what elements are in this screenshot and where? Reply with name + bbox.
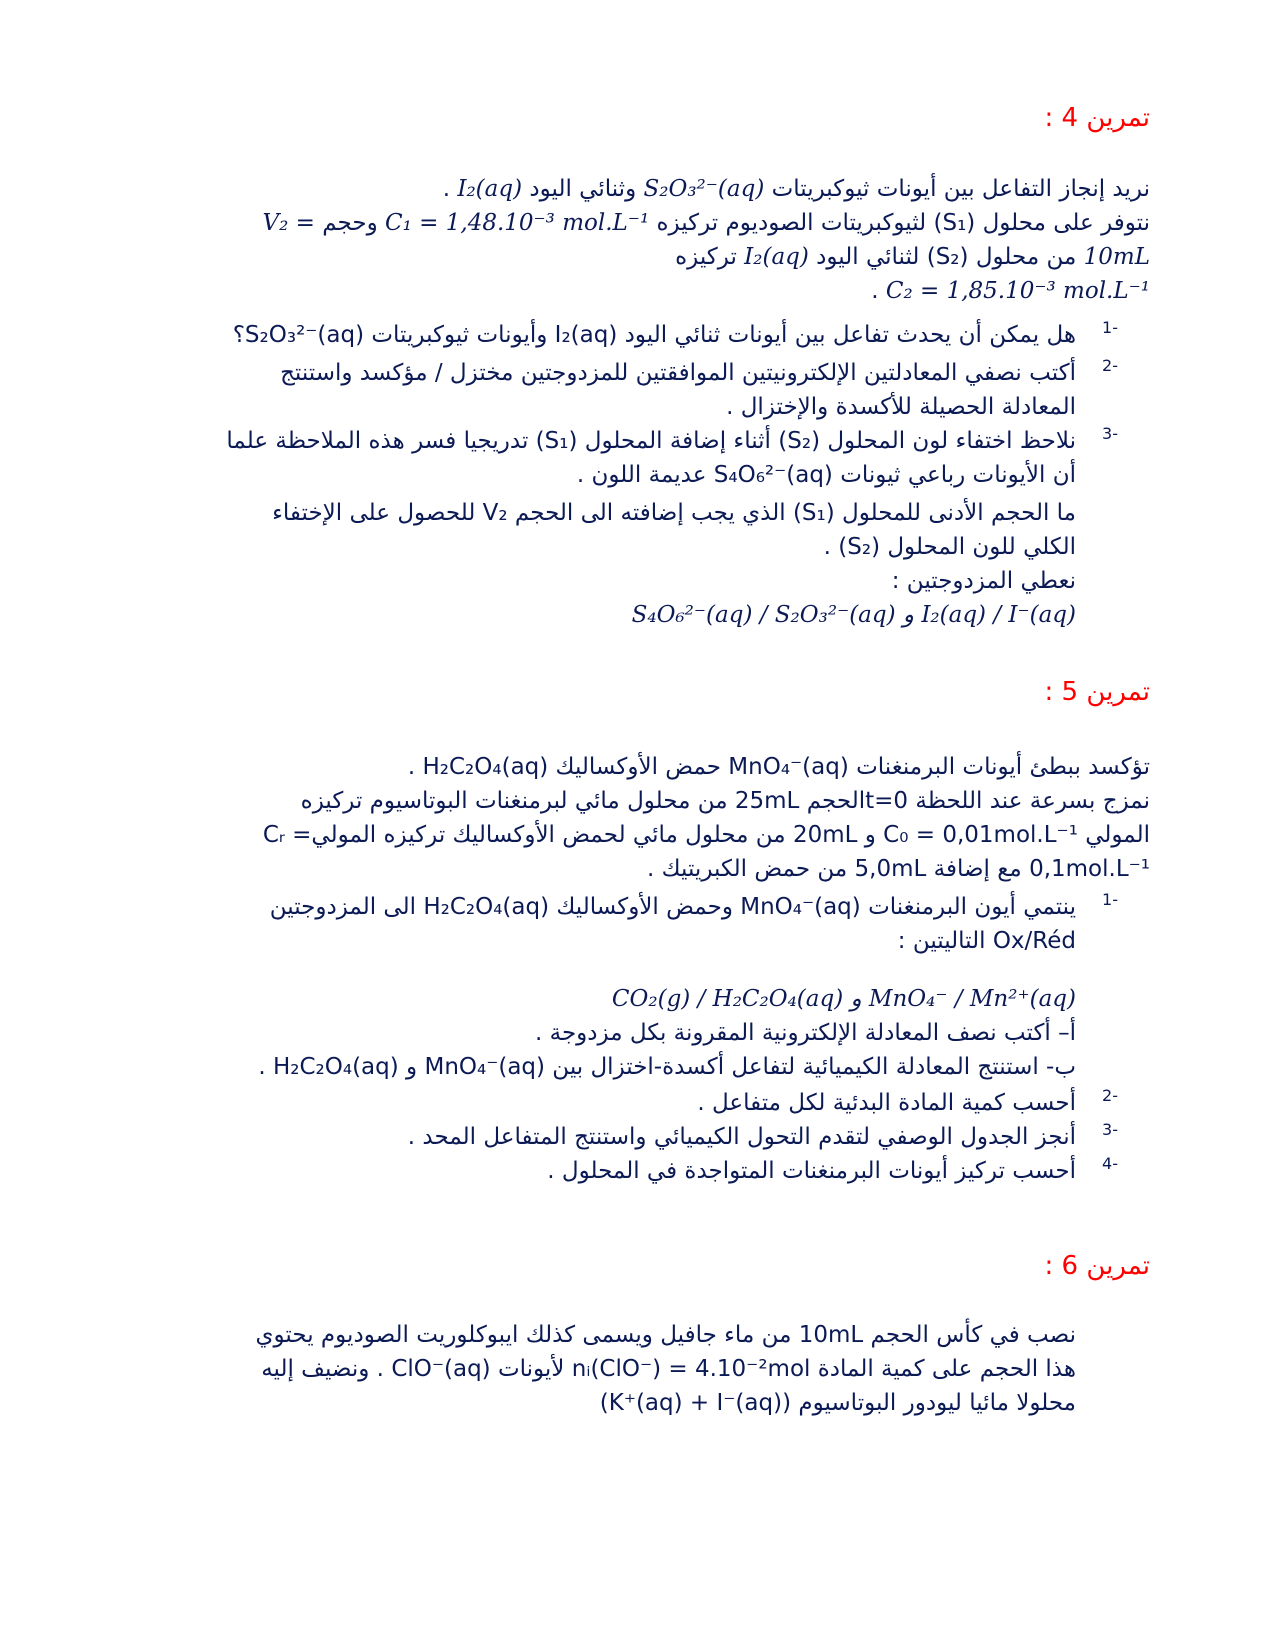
question-text: هل يمكن أن يحدث تفاعل بين أيونات ثنائي اليود I₂(aq) وأيونات ثيوكبريتات S₂O₃²⁻(aq)؟ bbox=[232, 322, 1076, 348]
question-1 bbox=[70, 318, 1150, 352]
c2-value: C₂ = 1,85.10⁻³ mol.L⁻¹ bbox=[885, 278, 1150, 304]
question-text: أنجز الجدول الوصفي لتقدم التحول الكيميائي واستنتج المتفاعل المحد . bbox=[407, 1124, 1076, 1150]
given-couples-label: نعطي المزدوجتين : bbox=[891, 568, 1076, 594]
redox-couples: S₄O₆²⁻(aq) / S₂O₃²⁻(aq) و I₂(aq) / I⁻(aq) bbox=[631, 602, 1076, 628]
intro-and: وثنائي اليود bbox=[529, 176, 637, 202]
exercise-5-title: تمرين 5 : bbox=[1044, 677, 1150, 707]
intro-line: نصب في كأس الحجم 10mL من ماء جافيل ويسمى كذلك ايبوكلوريت الصوديوم يحتوي bbox=[255, 1322, 1076, 1348]
s2-text: من محلول (S₂) لثنائي اليود bbox=[816, 244, 1077, 270]
thiosulfate-formula: S₂O₃²⁻(aq) bbox=[643, 176, 765, 202]
exercise-6-title: تمرين 6 : bbox=[1044, 1251, 1150, 1281]
exercise-4-questions bbox=[70, 318, 1150, 632]
question-text: أكتب نصفي المعادلتين الإلكترونيتين الموافقتين للمزدوجتين مختزل / مؤكسد واستنتج bbox=[280, 360, 1076, 386]
question-text-cont: أن الأيونات رباعي ثيونات S₄O₆²⁻(aq) عديمة اللون . bbox=[576, 462, 1076, 488]
iodine-formula: I₂(aq) bbox=[457, 176, 523, 202]
intro-line: 0,1mol.L⁻¹ مع إضافة 5,0mL من حمض الكبريتيك . bbox=[647, 856, 1150, 882]
question-number: -3 bbox=[1102, 424, 1118, 443]
volume-word: وحجم bbox=[322, 210, 378, 236]
exercise-4 bbox=[70, 101, 1150, 135]
exercise-5-questions bbox=[70, 890, 1150, 1188]
intro-line: هذا الحجم على كمية المادة nᵢ(ClO⁻) = 4.10⁻²mol لأيونات ClO⁻(aq) . ونضيف إليه bbox=[261, 1356, 1076, 1382]
question-4 bbox=[70, 1154, 1150, 1188]
v2-label: V₂ = bbox=[262, 210, 315, 236]
question-text-cont: الكلي للون المحلول (S₂) . bbox=[823, 534, 1076, 560]
solution-s1-line bbox=[70, 206, 1150, 240]
sub-question-b: ب- استنتج المعادلة الكيميائية لتفاعل أكسدة-اختزال بين MnO₄⁻(aq) و H₂C₂O₄(aq) . bbox=[258, 1054, 1076, 1080]
intro-line: المولي C₀ = 0,01mol.L⁻¹ و 20mL من محلول مائي لحمض الأوكساليك تركيزه المولي= Cᵣ bbox=[262, 822, 1150, 848]
c2-line: C₂ = 1,85.10⁻³ mol.L⁻¹ . bbox=[871, 278, 1150, 304]
iodine-formula-2: I₂(aq) bbox=[744, 244, 809, 270]
c1-value: C₁ = 1,48.10⁻³ mol.L⁻¹ bbox=[385, 210, 650, 236]
intro-line bbox=[70, 172, 1150, 206]
exercise-5-intro bbox=[70, 750, 1150, 886]
question-number: -2 bbox=[1102, 356, 1118, 375]
redox-couples: CO₂(g) / H₂C₂O₄(aq) و MnO₄⁻ / Mn²⁺(aq) bbox=[611, 986, 1076, 1012]
intro-text: نريد إنجاز التفاعل بين أيونات ثيوكبريتات bbox=[771, 176, 1150, 202]
exercise-4-title: تمرين 4 : bbox=[1044, 103, 1150, 133]
exercise-6 bbox=[70, 1249, 1150, 1283]
intro-line: محلولا مائيا ليودور البوتاسيوم (K⁺(aq) + I⁻(aq)) bbox=[599, 1390, 1076, 1416]
intro-end: . bbox=[442, 176, 451, 202]
question-number: -1 bbox=[1102, 890, 1118, 909]
question-number: -1 bbox=[1102, 318, 1118, 337]
question-text: نلاحظ اختفاء لون المحلول (S₂) أثناء إضافة المحلول (S₁) تدريجيا فسر هذه الملاحظة علما bbox=[226, 428, 1076, 454]
s1-text: نتوفر على محلول (S₁) لثيوكبريتات الصوديوم تركيزه bbox=[656, 210, 1150, 236]
question-text-cont: المعادلة الحصيلة للأكسدة والإختزال . bbox=[726, 394, 1076, 420]
question-2 bbox=[70, 356, 1150, 424]
exercise-4-intro bbox=[70, 172, 1150, 308]
question-3 bbox=[70, 424, 1150, 632]
intro-line: تؤكسد ببطئ أيونات البرمنغنات MnO₄⁻(aq) حمض الأوكساليك H₂C₂O₄(aq) . bbox=[407, 754, 1150, 780]
question-1 bbox=[70, 890, 1150, 1084]
intro-line: نمزج بسرعة عند اللحظة t=0الحجم 25mL من محلول مائي لبرمنغنات البوتاسيوم تركيزه bbox=[300, 788, 1150, 814]
question-text: أحسب كمية المادة البدئية لكل متفاعل . bbox=[697, 1090, 1076, 1116]
question-number: -2 bbox=[1102, 1086, 1118, 1105]
question-3 bbox=[70, 1120, 1150, 1154]
solution-s2-line bbox=[70, 240, 1150, 274]
question-number: -4 bbox=[1102, 1154, 1118, 1173]
question-text-cont: ما الحجم الأدنى للمحلول (S₁) الذي يجب إضافته الى الحجم V₂ للحصول على الإختفاء bbox=[272, 500, 1076, 526]
exercise-5 bbox=[70, 675, 1150, 709]
concentration-word: تركيزه bbox=[675, 244, 737, 270]
question-text-cont: Ox/Réd التاليتين : bbox=[897, 928, 1076, 954]
question-text: أحسب تركيز أيونات البرمنغنات المتواجدة في المحلول . bbox=[547, 1158, 1076, 1184]
v2-value: 10mL bbox=[1083, 244, 1150, 270]
exercise-6-intro bbox=[70, 1318, 1076, 1420]
question-text: ينتمي أيون البرمنغنات MnO₄⁻(aq) وحمض الأوكساليك H₂C₂O₄(aq) الى المزدوجتين bbox=[269, 894, 1076, 920]
question-number: -3 bbox=[1102, 1120, 1118, 1139]
sub-question-a: أ– أكتب نصف المعادلة الإلكترونية المقرونة بكل مزدوجة . bbox=[534, 1020, 1076, 1046]
question-2 bbox=[70, 1086, 1150, 1120]
